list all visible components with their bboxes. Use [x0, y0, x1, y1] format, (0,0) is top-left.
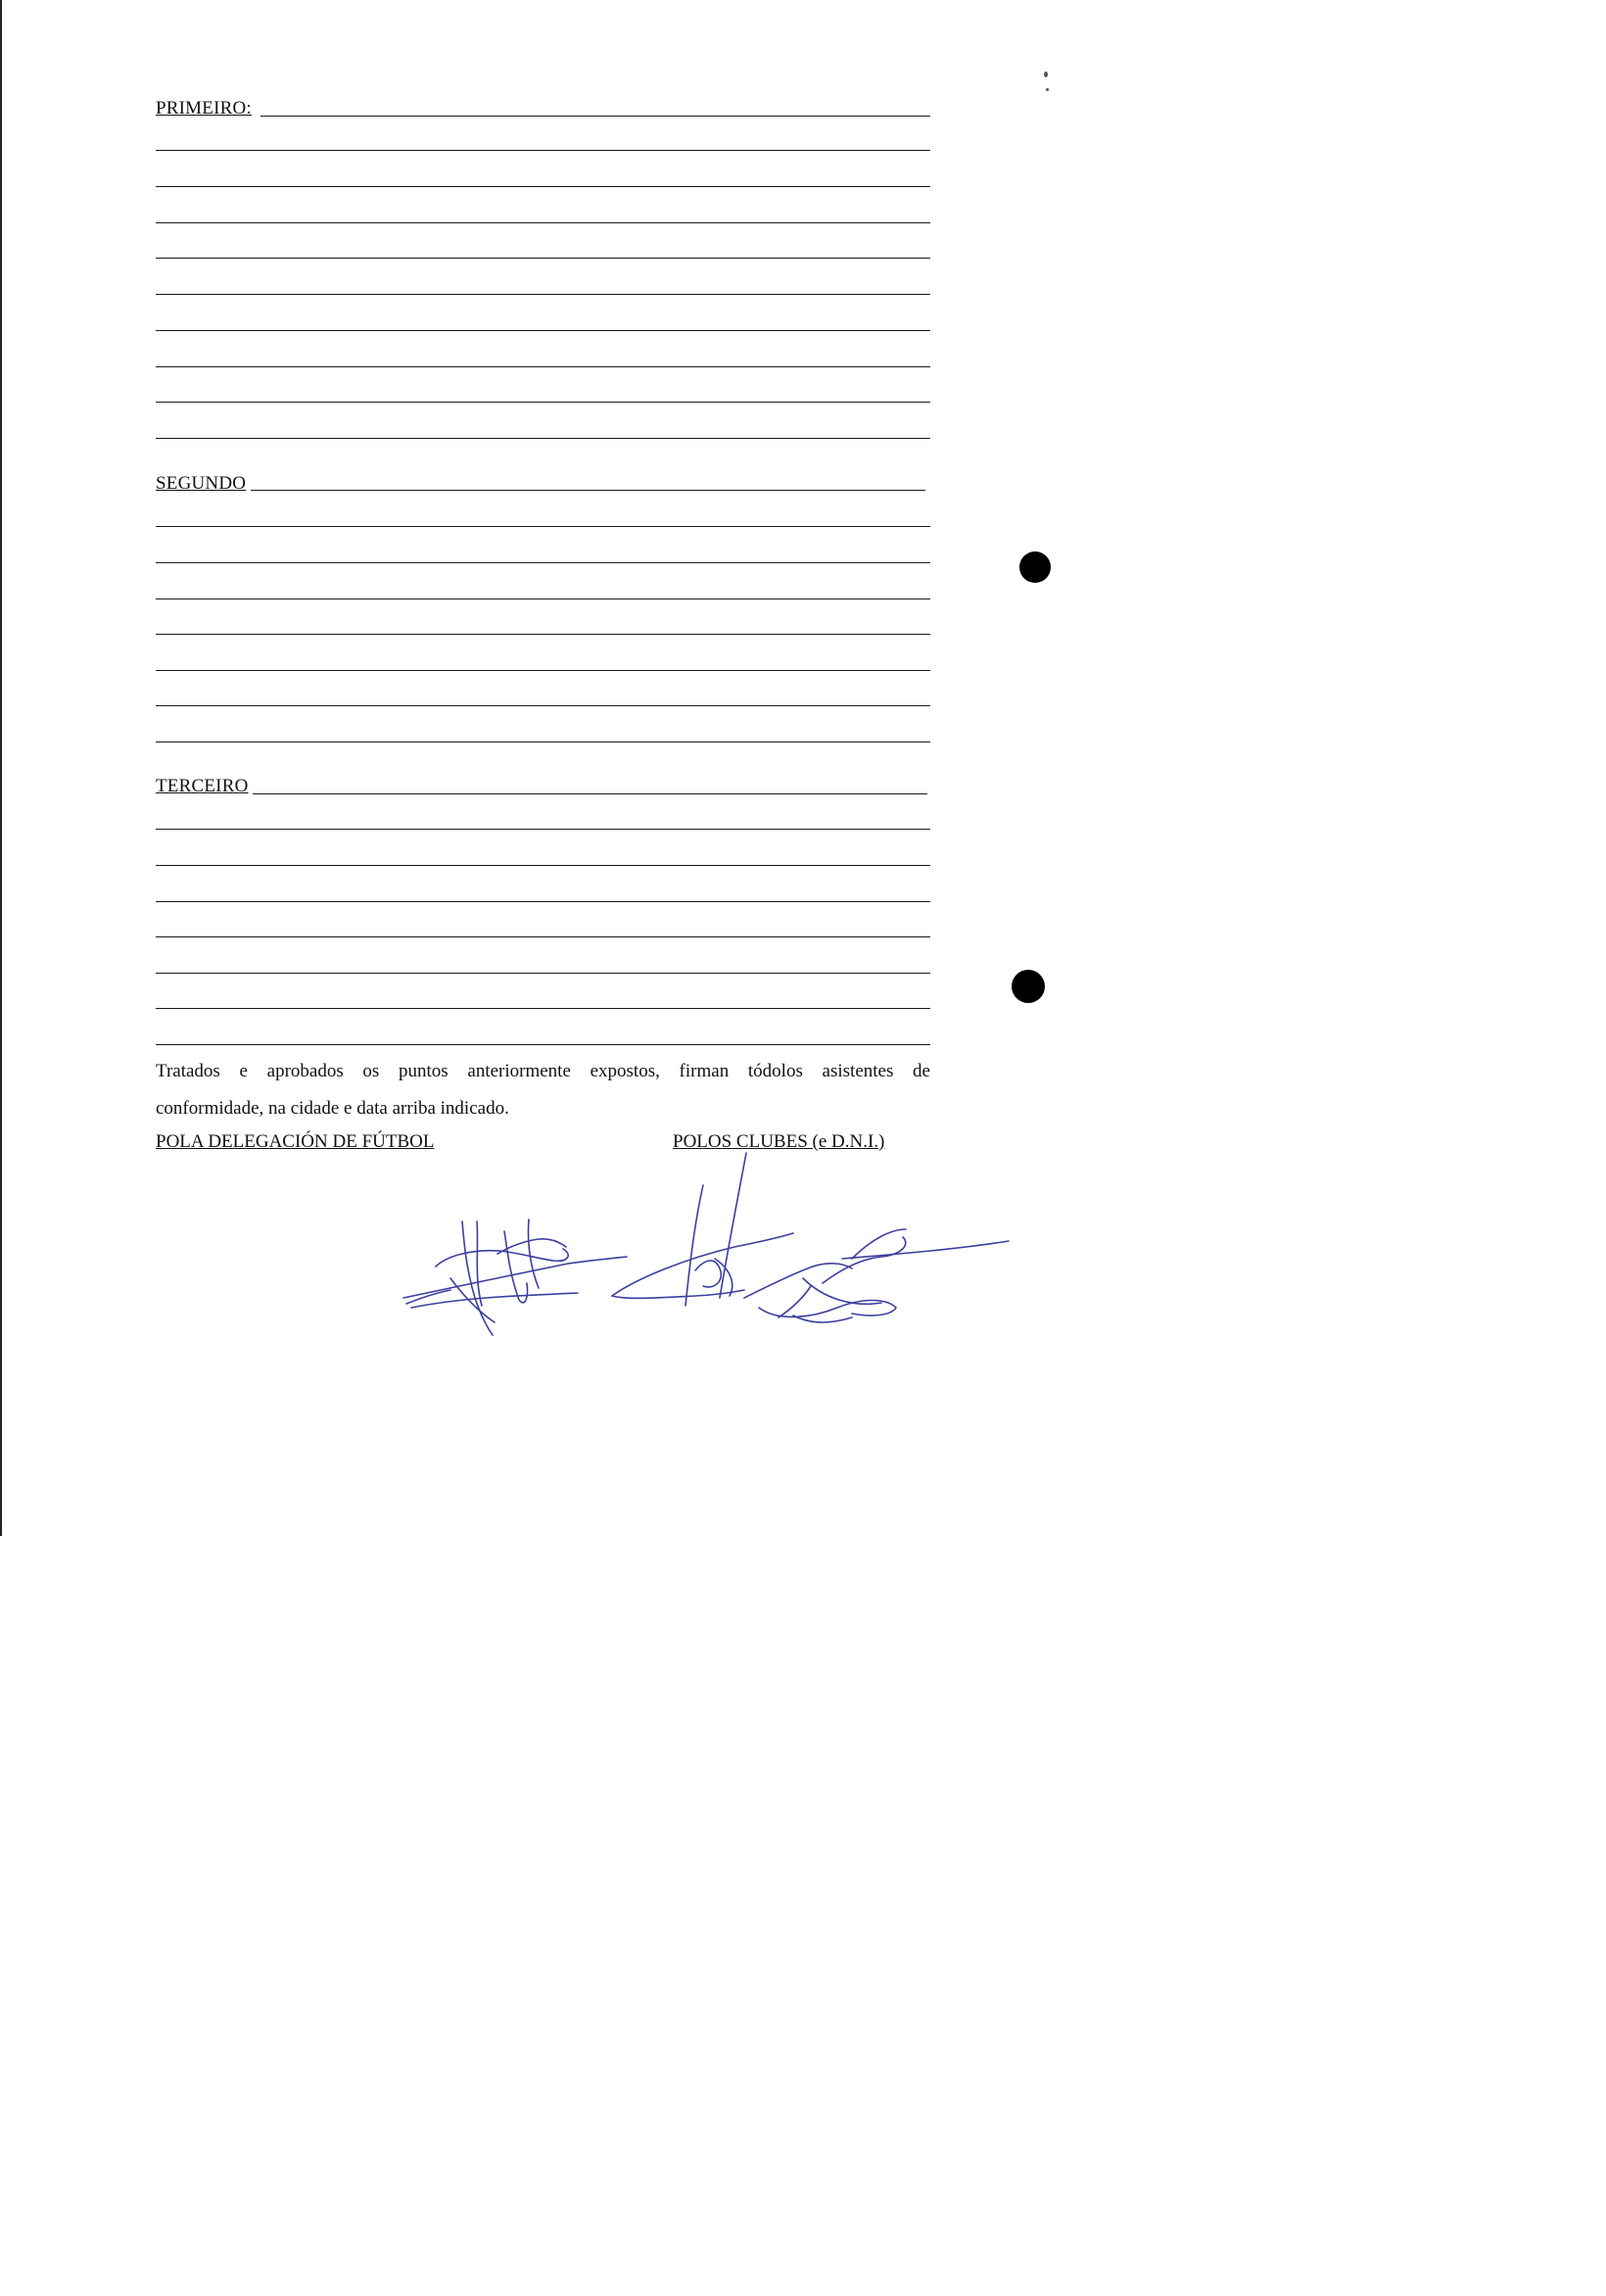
- signatory-label-clubs: POLOS CLUBES (e D.N.I.): [673, 1131, 885, 1152]
- form-line: [156, 526, 930, 527]
- form-line: [253, 793, 927, 794]
- form-line: [156, 1008, 930, 1009]
- form-line: [156, 829, 930, 830]
- punch-hole-bottom: [1012, 970, 1045, 1003]
- form-line: [156, 1044, 930, 1045]
- punch-hole-top: [1019, 551, 1051, 583]
- form-line: [156, 222, 930, 223]
- form-line: [156, 438, 930, 439]
- form-line: [156, 330, 930, 331]
- page-left-edge: [0, 0, 2, 1536]
- closing-line-2: conformidade, na cidade e data arriba indicado.: [156, 1098, 509, 1119]
- signature-clubs: [612, 1153, 1009, 1322]
- form-line: [156, 294, 930, 295]
- form-line: [156, 402, 930, 403]
- signatory-label-delegation: POLA DELEGACIÓN DE FÚTBOL: [156, 1131, 435, 1152]
- form-line: [156, 150, 930, 151]
- form-line: [156, 936, 930, 937]
- scan-speck: [1044, 72, 1048, 77]
- form-line: [156, 562, 930, 563]
- form-line: [156, 258, 930, 259]
- form-line: [156, 973, 930, 974]
- form-line: [156, 598, 930, 599]
- handwritten-signatures: [392, 1151, 1018, 1347]
- form-line: [156, 366, 930, 367]
- signature-delegation: [403, 1220, 627, 1335]
- form-line: [156, 865, 930, 866]
- form-line: [156, 705, 930, 706]
- closing-paragraph: [156, 1053, 930, 1127]
- form-line: [251, 490, 925, 491]
- section-label-primeiro: PRIMEIRO:: [156, 98, 252, 119]
- form-line: [156, 186, 930, 187]
- closing-line-1: Tratados e aprobados os puntos anteriormente expostos, firman tódolos asistentes de: [156, 1061, 930, 1081]
- section-label-terceiro: TERCEIRO: [156, 776, 249, 796]
- form-line: [260, 116, 930, 117]
- form-line: [156, 901, 930, 902]
- scan-speck: [1046, 88, 1049, 91]
- section-label-segundo: SEGUNDO: [156, 473, 247, 494]
- form-line: [156, 634, 930, 635]
- form-line: [156, 670, 930, 671]
- form-line: [156, 741, 930, 742]
